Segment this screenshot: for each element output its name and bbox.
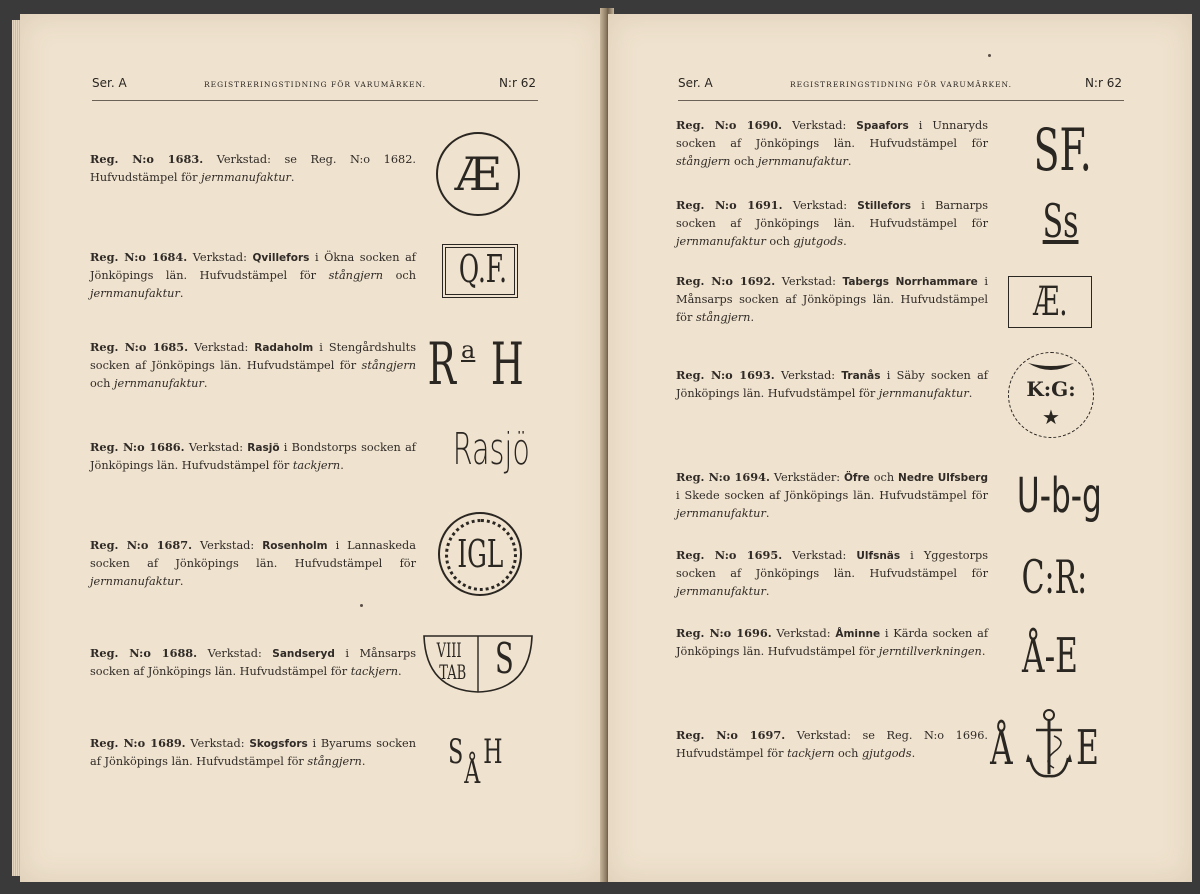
right-page xyxy=(608,14,1192,882)
entry-text: Verkstad: xyxy=(184,441,248,454)
mark-1688-tab: TAB xyxy=(439,660,467,684)
reg-number: Reg. N:o 1686. xyxy=(90,440,185,454)
mark-1693: K:G: xyxy=(1026,377,1076,401)
works-name: Rosenholm xyxy=(262,540,328,552)
product: gjutgods xyxy=(861,747,912,760)
entry-1695 xyxy=(676,546,988,601)
reg-number: Reg. N:o 1691. xyxy=(676,198,783,212)
entry-1683 xyxy=(90,150,416,187)
mark-1686-box xyxy=(432,420,532,480)
works-name: Tranås xyxy=(841,370,881,382)
entry-text: i Barnarps socken af Jönköpings län. Hufvudstämpel för xyxy=(676,199,988,230)
entry-1685 xyxy=(90,338,416,393)
reg-number: Reg. N:o 1688. xyxy=(90,646,198,660)
entry-text: i Byarums socken af Jönköpings län. Hufvudstämpel för xyxy=(90,737,416,768)
entry-1697 xyxy=(676,726,988,763)
product: stångjern xyxy=(328,269,384,282)
reg-number: Reg. N:o 1692. xyxy=(676,274,776,288)
entry-text: och xyxy=(90,377,114,390)
right-header xyxy=(678,74,1124,101)
mark-1693-circle xyxy=(1008,352,1094,438)
entry-end: . xyxy=(340,459,344,472)
mark-1695: C:R: xyxy=(1021,550,1088,604)
entry-text: i Stengårdshults socken af Jönköpings län. Hufvudstämpel för xyxy=(90,341,416,372)
mark-1692-box xyxy=(1008,276,1092,328)
mark-1697-e: E xyxy=(1076,720,1099,776)
entry-end: . xyxy=(911,747,916,760)
works-name: Sandseryd xyxy=(272,648,335,660)
entry-end: . xyxy=(968,387,973,400)
entry-text: Verkstad: xyxy=(775,275,843,288)
entry-text: i Unnaryds socken af Jönköpings län. Hufvudstämpel för xyxy=(676,119,988,150)
entry-end: . xyxy=(398,665,402,678)
mark-1697 xyxy=(986,706,1114,786)
entry-end: . xyxy=(361,755,366,768)
specks xyxy=(360,604,363,607)
works-name: Öfre xyxy=(844,472,870,484)
entry-1684 xyxy=(90,248,416,303)
entry-text: och xyxy=(383,269,416,282)
entry-text: och xyxy=(834,747,862,760)
mark-1685-h: H xyxy=(490,330,524,398)
mark-1687: IGL xyxy=(457,532,503,576)
specks xyxy=(988,54,991,57)
mark-1683: Æ xyxy=(454,147,502,201)
entry-text: Verkstad: xyxy=(185,737,250,750)
product: jernmanufaktur xyxy=(90,575,180,588)
reg-number: Reg. N:o 1683. xyxy=(90,152,204,166)
star-icon: ★ xyxy=(1042,405,1060,429)
entry-end: . xyxy=(843,235,847,248)
entry-text: och xyxy=(730,155,759,168)
mark-1690: SF. xyxy=(1033,116,1093,184)
reg-number: Reg. N:o 1684. xyxy=(90,250,188,264)
entry-end: . xyxy=(765,507,770,520)
entry-end: . xyxy=(847,155,852,168)
mark-1687-circle xyxy=(438,512,522,596)
works-name: Nedre Ulfsberg xyxy=(898,472,989,484)
journal-title: REGISTRERINGSTIDNING FÖR VARUMÄRKEN. xyxy=(203,80,427,89)
left-page xyxy=(20,14,604,882)
left-header xyxy=(92,74,538,101)
reg-number: Reg. N:o 1697. xyxy=(676,728,786,742)
entry-text: Verkstad: xyxy=(782,549,857,562)
banner-icon xyxy=(1026,361,1076,375)
mark-1691-box xyxy=(1016,196,1106,250)
mark-1690-box xyxy=(1008,118,1118,182)
mark-1683-circle xyxy=(436,132,520,216)
works-name: Qvillefors xyxy=(252,252,310,264)
entry-1687 xyxy=(90,536,416,591)
product: jernmanufaktur xyxy=(878,387,969,400)
entry-1688 xyxy=(90,644,416,681)
journal-title: REGISTRERINGSTIDNING FÖR VARUMÄRKEN. xyxy=(789,80,1013,89)
entry-text: Verkstad: se Reg. N:o 1682. Hufvudstämpel för xyxy=(90,153,416,184)
entry-1692 xyxy=(676,272,988,327)
entry-end: . xyxy=(750,311,755,324)
product: jernmanufaktur xyxy=(676,585,766,598)
mark-1691: Ss xyxy=(1043,194,1079,248)
entry-text: i Skede socken af Jönköpings län. Hufvudstämpel för xyxy=(676,489,988,502)
works-name: Spaafors xyxy=(856,120,909,132)
product: stångjern xyxy=(361,359,416,372)
reg-number: Reg. N:o 1694. xyxy=(676,470,770,484)
entry-text: i Ökna socken af Jönköpings län. Hufvudstämpel för xyxy=(90,251,416,282)
mark-1696: Å-E xyxy=(1022,628,1078,684)
mark-1689-h: H xyxy=(483,732,503,772)
mark-1689 xyxy=(444,732,514,794)
product: jernmanufaktur xyxy=(676,235,766,248)
anchor-icon xyxy=(1024,708,1074,782)
mark-1684-box xyxy=(442,244,518,298)
reg-number: Reg. N:o 1693. xyxy=(676,368,775,382)
reg-number: Reg. N:o 1689. xyxy=(90,736,186,750)
entry-text: Verkstad: xyxy=(187,251,253,264)
book-spread xyxy=(10,6,1192,882)
mark-1685-r: R xyxy=(427,330,457,398)
product: stångjern xyxy=(307,755,362,768)
product: tackjern xyxy=(350,665,399,678)
reg-number: Reg. N:o 1690. xyxy=(676,118,783,132)
reg-number: Reg. N:o 1685. xyxy=(90,340,189,354)
works-name: Ulfsnäs xyxy=(856,550,901,562)
entry-text: i Säby socken af Jönköpings län. Hufvudstämpel för xyxy=(676,369,988,400)
entry-text: Verkstad: xyxy=(771,627,836,640)
entry-text: i Bondstorps socken af Jönköpings län. Hufvudstämpel för xyxy=(90,441,416,472)
entry-text: Verkstad: xyxy=(774,369,842,382)
reg-number: Reg. N:o 1687. xyxy=(90,538,193,552)
product: jernmanufaktur xyxy=(758,155,848,168)
product: jernmanufaktur xyxy=(114,377,204,390)
entry-end: . xyxy=(203,377,208,390)
works-name: Stillefors xyxy=(857,200,911,212)
page-edges xyxy=(12,20,20,876)
entry-1690 xyxy=(676,116,988,171)
issue-number: N:r 62 xyxy=(1084,76,1122,90)
mark-1694-box xyxy=(994,464,1104,534)
entry-text: Verkstad: xyxy=(188,341,255,354)
entry-text: Verkstäder: xyxy=(769,471,844,484)
works-name: Åminne xyxy=(835,628,881,640)
entry-end: . xyxy=(290,171,295,184)
product: gjutgods xyxy=(793,235,844,248)
mark-1689-a: Å xyxy=(464,752,481,792)
mark-1697-a: Å xyxy=(990,720,1013,776)
product: stångjern xyxy=(676,155,731,168)
reg-number: Reg. N:o 1696. xyxy=(676,626,772,640)
mark-1688-viii: VIII xyxy=(436,638,462,662)
entry-text: och xyxy=(869,471,899,484)
entry-text: i Yggestorps socken af Jönköpings län. Hufvudstämpel för xyxy=(676,549,988,580)
works-name: Tabergs Norrhammare xyxy=(842,276,978,288)
entry-text: Verkstad: xyxy=(782,199,858,212)
product: jernmanufaktur xyxy=(676,507,766,520)
entry-end: . xyxy=(765,585,770,598)
works-name: Radaholm xyxy=(254,342,314,354)
entry-end: . xyxy=(981,645,986,658)
mark-1689-s: S xyxy=(448,732,464,772)
entry-text: i Månsarps socken af Jönköpings län. Hufvudstämpel för xyxy=(90,647,416,678)
entry-1696 xyxy=(676,624,988,661)
mark-1692: Æ. xyxy=(1032,279,1068,325)
mark-1686: Rasjö xyxy=(452,424,530,475)
entry-1691 xyxy=(676,196,988,251)
reg-number: Reg. N:o 1695. xyxy=(676,548,783,562)
entry-1686 xyxy=(90,438,416,475)
mark-1688-shield xyxy=(422,634,534,694)
mark-1685 xyxy=(426,332,530,398)
mark-1685-a: a xyxy=(461,336,476,364)
mark-1694: U-b-g xyxy=(1016,468,1102,524)
entry-text: och xyxy=(765,235,794,248)
mark-1695-box xyxy=(1004,548,1102,606)
product: jernmanufaktur xyxy=(90,287,180,300)
works-name: Rasjö xyxy=(247,442,280,454)
entry-text: Verkstad: xyxy=(197,647,273,660)
product: jerntillverkningen xyxy=(878,645,982,658)
works-name: Skogsfors xyxy=(249,738,308,750)
mark-1688-s: S xyxy=(495,634,514,683)
product: stångjern xyxy=(695,311,751,324)
entry-text: i Månsarps socken af Jönköpings län. Hufvudstämpel för xyxy=(676,275,988,324)
entry-text: Verkstad: se Reg. N:o 1696. Hufvudstämpel för xyxy=(676,729,988,760)
entry-1689 xyxy=(90,734,416,771)
entry-end: . xyxy=(179,575,184,588)
mark-1684: Q.F. xyxy=(458,247,507,291)
mark-1696-box xyxy=(1000,624,1100,688)
entry-1693 xyxy=(676,366,988,403)
product: tackjern xyxy=(292,459,341,472)
issue-number: N:r 62 xyxy=(498,76,536,90)
entry-1694 xyxy=(676,468,988,523)
entry-text: Verkstad: xyxy=(782,119,857,132)
entry-text: i Lannaskeda socken af Jönköpings län. Hufvudstämpel för xyxy=(90,539,416,570)
product: tackjern xyxy=(787,747,835,760)
series-label: Ser. A xyxy=(678,76,713,90)
product: jernmanufaktur xyxy=(201,171,291,184)
series-label: Ser. A xyxy=(92,76,127,90)
entry-end: . xyxy=(179,287,184,300)
entry-text: i Kärda socken af Jönköpings län. Hufvudstämpel för xyxy=(676,627,988,658)
entry-text: Verkstad: xyxy=(192,539,263,552)
